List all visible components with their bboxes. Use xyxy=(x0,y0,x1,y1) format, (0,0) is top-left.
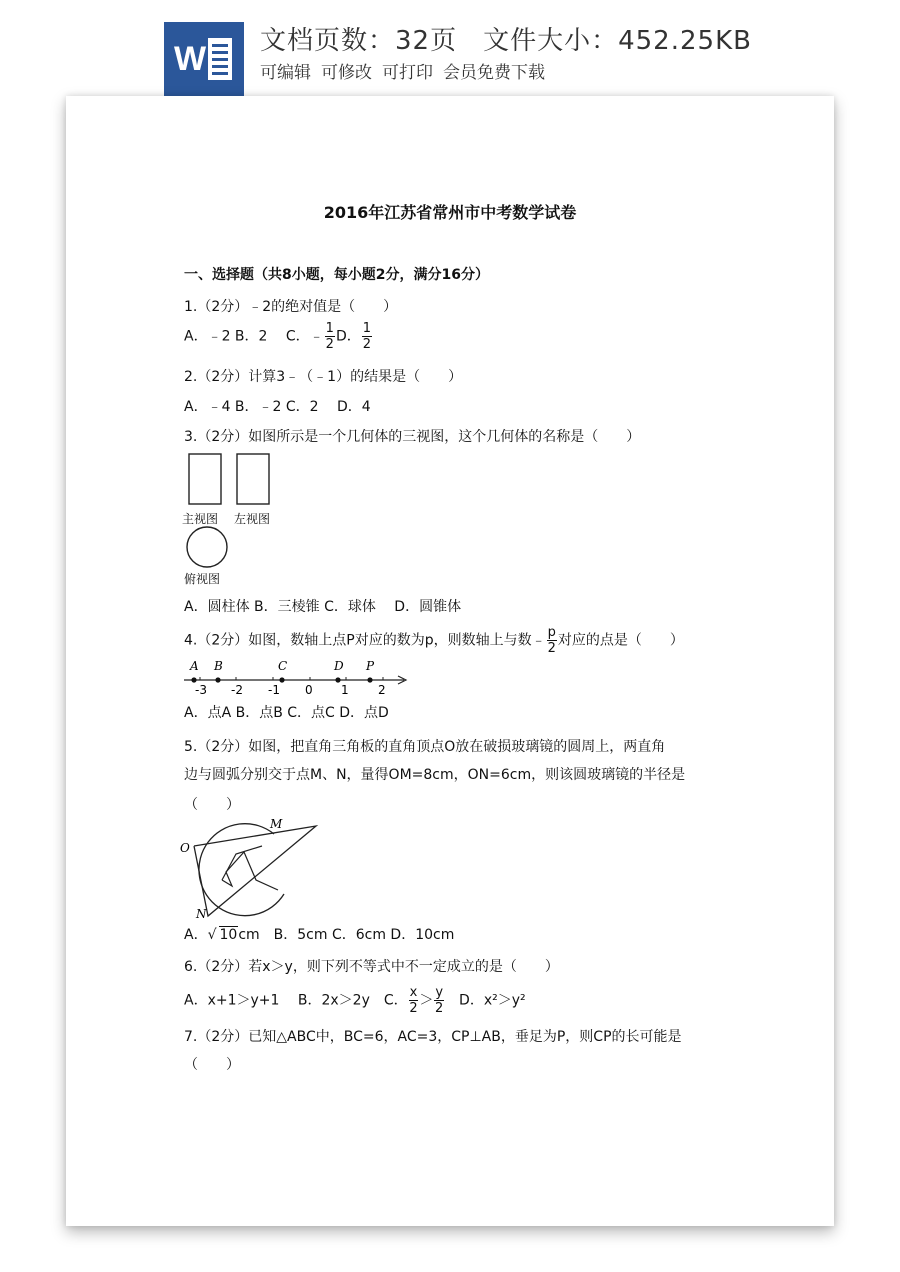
q1-option-d: D． xyxy=(335,328,361,345)
q5-option-a-prefix: A． xyxy=(184,927,208,943)
question-1-options xyxy=(184,322,373,351)
word-icon xyxy=(164,22,244,96)
feature-member-download: 会员免费下载 xyxy=(443,63,545,83)
broken-mirror-figure xyxy=(178,814,328,924)
point-dot xyxy=(191,677,196,682)
tick-label: -2 xyxy=(231,683,243,697)
page-title: 2016年江苏省常州市中考数学试卷 xyxy=(323,203,577,222)
triangle-inner xyxy=(222,846,262,880)
page-count: 文档页数：32页 xyxy=(260,26,458,56)
q5-options-rest: cm B．5cm C．6cm D．10cm xyxy=(238,927,455,943)
feature-editable: 可编辑 xyxy=(260,63,311,83)
left-view-label: 左视图 xyxy=(234,512,271,526)
q1-fraction-d: $\frac{1}{2}$ xyxy=(362,321,372,352)
question-3: 3.（2分）如图所示是一个几何体的三视图，这个几何体的名称是（ ） xyxy=(184,429,641,445)
tick-label: 2 xyxy=(378,683,386,697)
document-icon xyxy=(208,38,232,80)
tick-label: 1 xyxy=(341,683,349,697)
front-view-label: 主视图 xyxy=(182,512,219,526)
question-5-options: A．√ 10cm B．5cm C．6cm D．10cm xyxy=(184,927,455,943)
file-info xyxy=(260,20,778,57)
feature-modifiable: 可修改 xyxy=(321,63,372,83)
q4-text-a: 4.（2分）如图，数轴上点P对应的数为p，则数轴上与数﹣ xyxy=(184,632,546,649)
question-2-options: A．﹣4 B．﹣2 C．2 D．4 xyxy=(184,399,371,415)
document-page xyxy=(66,96,834,1226)
question-5-line-2: 边与圆弧分别交于点M、N，量得OM=8cm，ON=6cm，则该圆玻璃镜的半径是 xyxy=(184,767,686,783)
q5-sqrt: 10 xyxy=(219,927,238,943)
question-4-options: A．点A B．点B C．点C D．点D xyxy=(184,705,389,721)
front-view-rect xyxy=(189,454,221,504)
q6-option-d: D．x²＞y² xyxy=(445,992,526,1009)
question-2: 2.（2分）计算3﹣（﹣1）的结果是（ ） xyxy=(184,369,463,385)
point-label: A xyxy=(190,659,199,673)
question-5-line-3: （ ） xyxy=(184,797,240,813)
q1-options-text: A．﹣2 B．2 C．﹣ xyxy=(184,328,324,345)
label-o: O xyxy=(180,841,190,855)
question-6: 6.（2分）若x＞y，则下列不等式中不一定成立的是（ ） xyxy=(184,959,559,975)
label-n: N xyxy=(196,907,207,921)
point-dot xyxy=(279,677,284,682)
q6-fraction-y: $\frac{y}{2}$ xyxy=(435,985,444,1016)
question-4 xyxy=(184,626,684,655)
q6-gt: ＞ xyxy=(419,992,434,1009)
section-heading: 一、选择题（共8小题，每小题2分，满分16分） xyxy=(184,267,489,283)
top-view-circle xyxy=(187,527,227,567)
feature-list xyxy=(260,58,555,83)
question-7-line-1: 7.（2分）已知△ABC中，BC=6，AC=3，CP⊥AB，垂足为P，则CP的长可能是 xyxy=(184,1029,682,1045)
q4-fraction: $\frac{p}{2}$ xyxy=(547,625,556,656)
question-5-line-1: 5.（2分）如图，把直角三角板的直角顶点O放在破损玻璃镜的圆周上，两直角 xyxy=(184,739,666,755)
tick-label: -3 xyxy=(195,683,207,697)
question-7-line-2: （ ） xyxy=(184,1057,240,1073)
point-dot xyxy=(215,677,220,682)
download-banner xyxy=(0,0,900,96)
point-label: C xyxy=(278,659,288,673)
file-size: 文件大小：452.25KB xyxy=(483,26,752,56)
question-1: 1.（2分）﹣2的绝对值是（ ） xyxy=(184,299,398,315)
word-icon-letter: W xyxy=(174,40,207,78)
point-label: P xyxy=(366,659,375,673)
q4-text-b: 对应的点是（ ） xyxy=(557,632,684,649)
point-label: D xyxy=(334,659,344,673)
tick-label: 0 xyxy=(305,683,313,697)
mirror-arc xyxy=(199,824,284,916)
point-dot xyxy=(335,677,340,682)
tick-label: -1 xyxy=(268,683,280,697)
question-6-options xyxy=(184,986,526,1015)
feature-printable: 可打印 xyxy=(382,63,433,83)
q6-fraction-x: $\frac{x}{2}$ xyxy=(409,985,418,1016)
point-label: B xyxy=(214,659,223,673)
q1-fraction-c: $\frac{1}{2}$ xyxy=(325,321,334,352)
q6-options-ab: A．x+1＞y+1 B．2x＞2y C． xyxy=(184,992,408,1009)
number-line xyxy=(178,658,418,698)
top-view-label: 俯视图 xyxy=(184,572,221,586)
label-m: M xyxy=(270,817,283,831)
mirror-broken-edge xyxy=(222,852,278,890)
left-view-rect xyxy=(237,454,269,504)
question-3-options: A．圆柱体 B．三棱锥 C．球体 D．圆锥体 xyxy=(184,599,462,615)
point-dot xyxy=(367,677,372,682)
